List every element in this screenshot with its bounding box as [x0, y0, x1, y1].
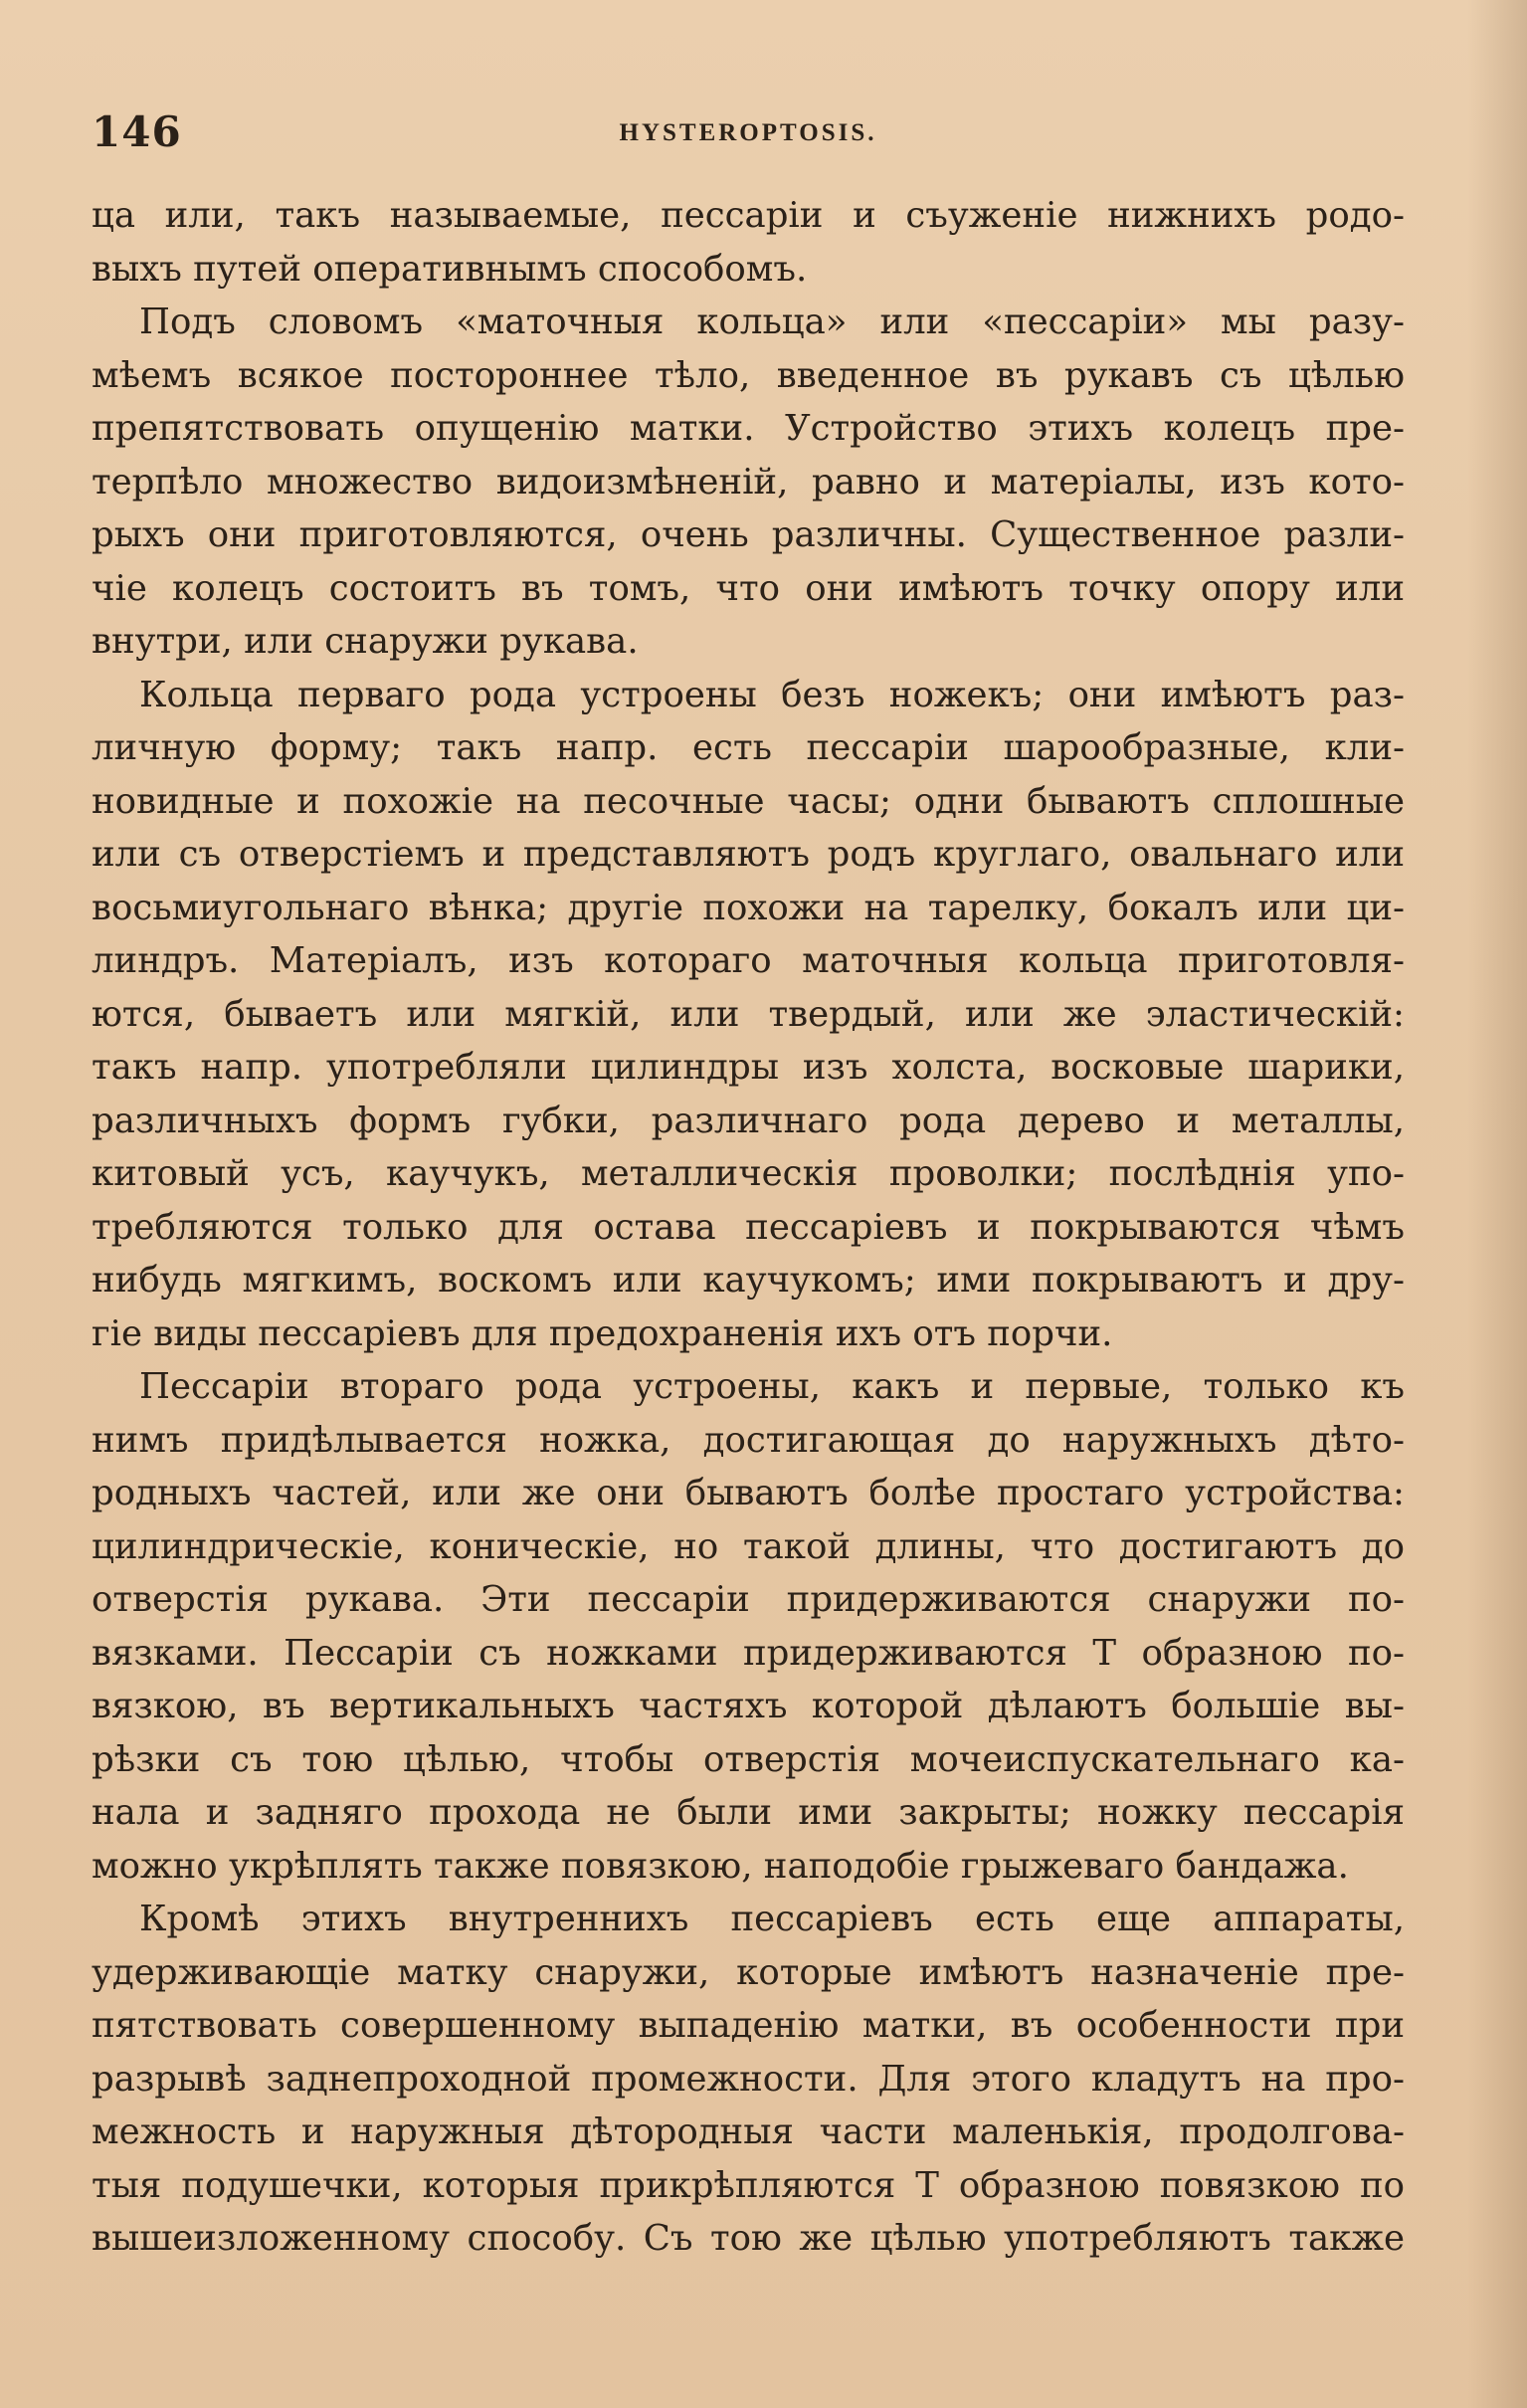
text-line: Кольца перваго рода устроены безъ ножекъ; они имѣютъ раз-	[139, 674, 1405, 715]
text-line: такъ напр. употребляли цилиндры изъ холста, восковые шарики,	[92, 1047, 1405, 1088]
spine-shadow	[1467, 0, 1527, 2408]
text-line: тыя подушечки, которыя прикрѣпляются Т образною повязкою по	[92, 2164, 1405, 2206]
running-head: HYSTEROPTOSIS.	[619, 119, 877, 146]
text-line: разрывѣ заднепроходной промежности. Для этого кладутъ на про-	[92, 2058, 1405, 2100]
text-line: межность и наружныя дѣтородныя части маленькія, продолгова-	[92, 2111, 1405, 2152]
text-line: Пессаріи втораго рода устроены, какъ и первые, только къ	[139, 1366, 1405, 1407]
text-line: нибудь мягкимъ, воскомъ или каучукомъ; ими покрываютъ и дру-	[92, 1260, 1405, 1301]
text-line: мѣемъ всякое постороннее тѣло, введенное въ рукавъ съ цѣлью	[92, 354, 1405, 396]
text-line: ца или, такъ называемые, пессаріи и съуженіе нижнихъ родо-	[92, 195, 1405, 236]
text-line: внутри, или снаружи рукава.	[92, 621, 639, 662]
text-line: нимъ придѣлывается ножка, достигающая до наружныхъ дѣто-	[92, 1419, 1405, 1461]
text-line: препятствовать опущенію матки. Устройство этихъ колецъ пре-	[92, 408, 1405, 449]
text-line: вязками. Пессаріи съ ножками придерживаются Т образною по-	[92, 1632, 1405, 1674]
text-line: нала и задняго прохода не были ими закрыты; ножку пессарія	[92, 1792, 1405, 1833]
text-line: Кромѣ этихъ внутреннихъ пессаріевъ есть еще аппараты,	[139, 1899, 1405, 1939]
body-text	[92, 189, 1405, 2266]
text-line: восьмиугольнаго вѣнка; другіе похожи на тарелку, бокалъ или ци-	[92, 887, 1405, 928]
text-line: пятствовать совершенному выпаденію матки, въ особенности при	[92, 2005, 1405, 2046]
page-header	[92, 107, 1405, 167]
text-line: отверстія рукава. Эти пессаріи придерживаются снаружи по-	[92, 1579, 1405, 1620]
text-line: рыхъ они приготовляются, очень различны. Существенное разли-	[92, 514, 1405, 555]
text-line: гіе виды пессаріевъ для предохраненія ихъ отъ порчи.	[92, 1312, 1113, 1354]
text-line: удерживающіе матку снаружи, которые имѣютъ назначеніе пре-	[92, 1951, 1405, 1993]
text-line: личную форму; такъ напр. есть пессаріи шарообразные, кли-	[92, 727, 1405, 768]
text-line: новидные и похожіе на песочные часы; одни бываютъ сплошные	[92, 780, 1405, 822]
text-line: требляются только для остава пессаріевъ и покрываются чѣмъ	[92, 1206, 1405, 1248]
text-line: вязкою, въ вертикальныхъ частяхъ которой дѣлаютъ большіе вы-	[92, 1686, 1405, 1726]
text-line: линдръ. Матеріалъ, изъ котораго маточныя кольца приготовля-	[92, 940, 1405, 981]
text-line: рѣзки съ тою цѣлью, чтобы отверстія мочеиспускательнаго ка-	[92, 1738, 1405, 1780]
text-line: чіе колецъ состоитъ въ томъ, что они имѣютъ точку опору или	[92, 567, 1405, 609]
text-line: ются, бываетъ или мягкій, или твердый, или же эластическій:	[92, 993, 1405, 1035]
text-line: можно укрѣплять также повязкою, наподобіе грыжеваго бандажа.	[92, 1845, 1349, 1887]
text-line: цилиндрическіе, коническіе, но такой длины, что достигаютъ до	[92, 1525, 1405, 1567]
text-line: родныхъ частей, или же они бываютъ болѣе простаго устройства:	[92, 1473, 1405, 1513]
text-line: терпѣло множество видоизмѣненій, равно и матеріалы, изъ кото-	[92, 461, 1405, 502]
text-line: вышеизложенному способу. Съ тою же цѣлью употребляютъ также	[92, 2218, 1405, 2259]
text-line: китовый усъ, каучукъ, металлическія проволки; послѣднія упо-	[92, 1153, 1405, 1194]
page-number: 146	[92, 107, 182, 156]
text-line: или съ отверстіемъ и представляютъ родъ круглаго, овальнаго или	[92, 834, 1405, 875]
text-line: различныхъ формъ губки, различнаго рода дерево и металлы,	[92, 1100, 1405, 1141]
text-line: Подъ словомъ «маточныя кольца» или «пессаріи» мы разу-	[139, 301, 1405, 342]
text-line: выхъ путей оперативнымъ способомъ.	[92, 248, 808, 290]
